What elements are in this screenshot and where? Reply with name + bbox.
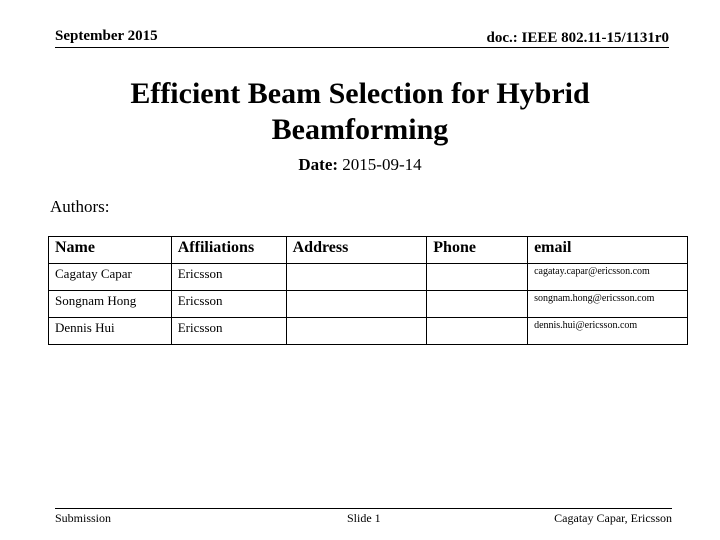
column-header-name: Name	[49, 237, 172, 264]
header-doc-id: doc.: IEEE 802.11-15/1131r0	[486, 30, 669, 46]
author-name: Cagatay Capar	[49, 264, 172, 291]
column-header-phone: Phone	[427, 237, 528, 264]
author-email: cagatay.capar@ericsson.com	[528, 264, 688, 291]
slide-title: Efficient Beam Selection for Hybrid Beamforming	[130, 77, 590, 146]
column-header-address: Address	[286, 237, 427, 264]
author-name: Songnam Hong	[49, 291, 172, 318]
author-affiliation: Ericsson	[171, 318, 286, 345]
date-value: 2015-09-14	[342, 155, 422, 174]
table-row	[49, 291, 688, 318]
author-phone	[427, 264, 528, 291]
authors-table	[48, 236, 688, 345]
footer-divider	[55, 508, 672, 509]
column-header-email: email	[528, 237, 688, 264]
table-row	[49, 264, 688, 291]
table-row	[49, 318, 688, 345]
authors-label: Authors:	[50, 197, 110, 216]
author-phone	[427, 291, 528, 318]
footer-author: Cagatay Capar, Ericsson	[554, 511, 672, 525]
header-date: September 2015	[55, 28, 158, 44]
author-email: songnam.hong@ericsson.com	[528, 291, 688, 318]
date-line	[0, 155, 720, 175]
column-header-affiliations: Affiliations	[171, 237, 286, 264]
author-address	[286, 264, 427, 291]
date-label: Date:	[298, 155, 339, 174]
author-affiliation: Ericsson	[171, 264, 286, 291]
author-address	[286, 291, 427, 318]
footer-slide-number: Slide 1	[347, 511, 381, 525]
author-address	[286, 318, 427, 345]
author-phone	[427, 318, 528, 345]
footer-submission: Submission	[55, 511, 112, 525]
table-header-row	[49, 237, 688, 264]
header-divider	[55, 47, 669, 48]
author-name: Dennis Hui	[49, 318, 172, 345]
author-email: dennis.hui@ericsson.com	[528, 318, 688, 345]
author-affiliation: Ericsson	[171, 291, 286, 318]
